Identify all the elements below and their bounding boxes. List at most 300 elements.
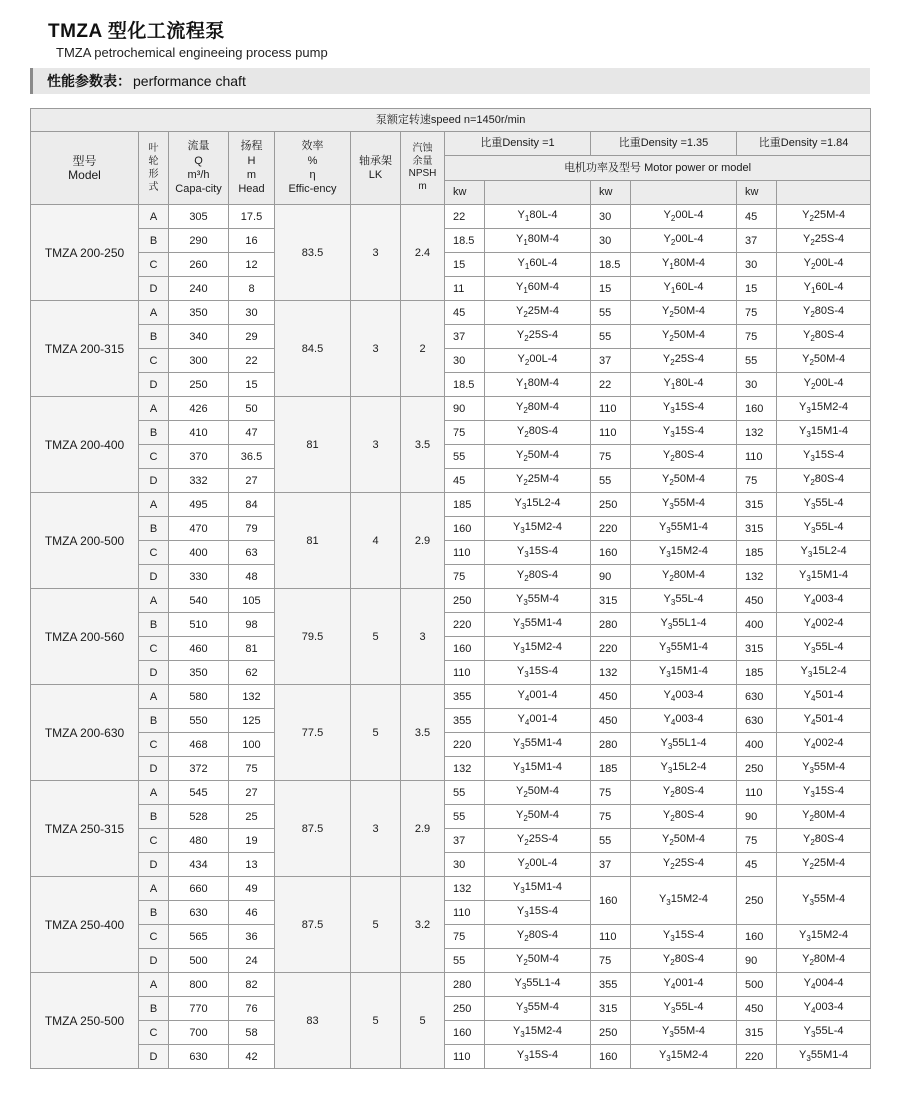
cell-head: 30 xyxy=(229,301,275,325)
cell-head: 82 xyxy=(229,973,275,997)
table-row xyxy=(31,637,871,661)
cell-flow: 330 xyxy=(169,565,229,589)
cell-kw-d1: 55 xyxy=(445,445,485,469)
cell-kw-d1: 37 xyxy=(445,829,485,853)
cell-motor-d1: $Y_160L-4$ xyxy=(485,253,591,277)
cell-head: 98 xyxy=(229,613,275,637)
cell-kw-d135: 315 xyxy=(591,997,631,1021)
cell-motor-d135: $Y_280S-4$ xyxy=(631,949,737,973)
cell-motor-d184: $Y_4003-4$ xyxy=(777,589,871,613)
cell-motor-d1: $Y_160M-4$ xyxy=(485,277,591,301)
cell-kw-d1: 45 xyxy=(445,301,485,325)
cell-flow: 565 xyxy=(169,925,229,949)
cell-kw-d184: 110 xyxy=(737,781,777,805)
header-speed: 泵额定转速speed n=1450r/min xyxy=(31,109,871,132)
cell-kw-d135: 450 xyxy=(591,709,631,733)
table-row xyxy=(31,253,871,277)
page-title: TMZA 型化工流程泵 xyxy=(48,21,225,42)
cell-kw-d184: 132 xyxy=(737,421,777,445)
cell-motor-d1: $Y_250M-4$ xyxy=(485,445,591,469)
table-row xyxy=(31,277,871,301)
cell-flow: 495 xyxy=(169,493,229,517)
cell-kw-d184: 185 xyxy=(737,661,777,685)
cell-head: 75 xyxy=(229,757,275,781)
cell-kw-d1: 55 xyxy=(445,805,485,829)
cell-motor-d184: $Y_4003-4$ xyxy=(777,997,871,1021)
cell-efficiency: 87.5 xyxy=(275,781,351,877)
cell-motor-d1: $Y_180L-4$ xyxy=(485,205,591,229)
cell-kw-d1: 18.5 xyxy=(445,373,485,397)
table-row xyxy=(31,445,871,469)
cell-kw-d1: 160 xyxy=(445,517,485,541)
cell-motor-d1: $Y_355M-4$ xyxy=(485,997,591,1021)
cell-flow: 434 xyxy=(169,853,229,877)
cell-head: 63 xyxy=(229,541,275,565)
cell-motor-d135: $Y_200L-4$ xyxy=(631,229,737,253)
cell-kw-d135: 355 xyxy=(591,973,631,997)
cell-motor-d1: $Y_225S-4$ xyxy=(485,325,591,349)
header-model-en: Model xyxy=(68,168,101,182)
cell-impeller-letter: B xyxy=(139,901,169,925)
cell-impeller-letter: D xyxy=(139,757,169,781)
cell-kw-d135: 220 xyxy=(591,637,631,661)
cell-kw-d184: 30 xyxy=(737,373,777,397)
table-row xyxy=(31,805,871,829)
cell-impeller-letter: A xyxy=(139,973,169,997)
table-row xyxy=(31,973,871,997)
cell-motor-d1: $Y_355L1-4$ xyxy=(485,973,591,997)
header-kw-1: kw xyxy=(445,181,485,205)
cell-npsh: 2 xyxy=(401,301,445,397)
cell-impeller-letter: B xyxy=(139,517,169,541)
cell-bearing: 5 xyxy=(351,973,401,1069)
cell-bearing: 5 xyxy=(351,877,401,973)
cell-motor-d184: $Y_4002-4$ xyxy=(777,733,871,757)
cell-kw-d184: 110 xyxy=(737,445,777,469)
cell-motor-d184: $Y_4501-4$ xyxy=(777,709,871,733)
cell-kw-d135: 220 xyxy=(591,517,631,541)
cell-motor-d135: $Y_315S-4$ xyxy=(631,397,737,421)
cell-impeller-letter: A xyxy=(139,877,169,901)
table-row xyxy=(31,541,871,565)
cell-motor-d1: $Y_225M-4$ xyxy=(485,469,591,493)
cell-head: 25 xyxy=(229,805,275,829)
cell-flow: 468 xyxy=(169,733,229,757)
cell-impeller-letter: D xyxy=(139,853,169,877)
table-row xyxy=(31,757,871,781)
cell-model: TMZA 200-500 xyxy=(31,493,139,589)
cell-bearing: 3 xyxy=(351,205,401,301)
table-row xyxy=(31,205,871,229)
cell-head: 79 xyxy=(229,517,275,541)
cell-motor-d184: $Y_355L-4$ xyxy=(777,493,871,517)
cell-motor-d135: $Y_355M-4$ xyxy=(631,1021,737,1045)
cell-motor-d135: $Y_250M-4$ xyxy=(631,325,737,349)
cell-motor-d1: $Y_280S-4$ xyxy=(485,565,591,589)
cell-motor-d184: $Y_4002-4$ xyxy=(777,613,871,637)
cell-kw-d135: 75 xyxy=(591,781,631,805)
cell-head: 19 xyxy=(229,829,275,853)
cell-kw-d1: 160 xyxy=(445,1021,485,1045)
cell-flow: 510 xyxy=(169,613,229,637)
cell-kw-d184: 75 xyxy=(737,325,777,349)
cell-motor-d1: $Y_250M-4$ xyxy=(485,805,591,829)
cell-bearing: 4 xyxy=(351,493,401,589)
cell-kw-d184: 75 xyxy=(737,829,777,853)
cell-impeller-letter: A xyxy=(139,397,169,421)
cell-kw-d184: 315 xyxy=(737,1021,777,1045)
cell-head: 27 xyxy=(229,469,275,493)
cell-kw-d184: 160 xyxy=(737,925,777,949)
cell-motor-d135: $Y_280S-4$ xyxy=(631,805,737,829)
cell-kw-d1: 220 xyxy=(445,733,485,757)
cell-kw-d184: 250 xyxy=(737,757,777,781)
cell-kw-d184: 630 xyxy=(737,709,777,733)
cell-model: TMZA 250-400 xyxy=(31,877,139,973)
cell-kw-d135: 55 xyxy=(591,469,631,493)
table-row xyxy=(31,613,871,637)
cell-head: 132 xyxy=(229,685,275,709)
cell-motor-d1: $Y_315M2-4$ xyxy=(485,517,591,541)
cell-kw-d135: 37 xyxy=(591,349,631,373)
cell-efficiency: 79.5 xyxy=(275,589,351,685)
cell-head: 125 xyxy=(229,709,275,733)
cell-flow: 580 xyxy=(169,685,229,709)
header-model xyxy=(31,132,139,205)
cell-bearing: 3 xyxy=(351,397,401,493)
cell-impeller-letter: C xyxy=(139,349,169,373)
cell-kw-d1: 355 xyxy=(445,685,485,709)
cell-kw-d135: 132 xyxy=(591,661,631,685)
cell-npsh: 5 xyxy=(401,973,445,1069)
cell-npsh: 3.5 xyxy=(401,397,445,493)
table-row xyxy=(31,709,871,733)
table-row xyxy=(31,997,871,1021)
cell-flow: 630 xyxy=(169,1045,229,1069)
cell-motor-d135: $Y_355L-4$ xyxy=(631,997,737,1021)
cell-efficiency: 87.5 xyxy=(275,877,351,973)
cell-flow: 290 xyxy=(169,229,229,253)
cell-npsh: 3.2 xyxy=(401,877,445,973)
cell-kw-d184: 500 xyxy=(737,973,777,997)
cell-motor-d184: $Y_160L-4$ xyxy=(777,277,871,301)
table-row xyxy=(31,661,871,685)
cell-kw-d135: 55 xyxy=(591,301,631,325)
cell-flow: 700 xyxy=(169,1021,229,1045)
cell-npsh: 2.9 xyxy=(401,493,445,589)
cell-impeller-letter: D xyxy=(139,661,169,685)
cell-motor-d184: $Y_315M2-4$ xyxy=(777,397,871,421)
cell-kw-d184: 315 xyxy=(737,637,777,661)
cell-head: 8 xyxy=(229,277,275,301)
cell-impeller-letter: C xyxy=(139,829,169,853)
table-row xyxy=(31,853,871,877)
cell-bearing: 3 xyxy=(351,301,401,397)
cell-bearing: 3 xyxy=(351,781,401,877)
cell-bearing: 5 xyxy=(351,685,401,781)
cell-impeller-letter: A xyxy=(139,685,169,709)
header-npsh: 汽蚀 余量 NPSH m xyxy=(401,132,445,205)
cell-motor-d135: $Y_250M-4$ xyxy=(631,469,737,493)
header-head: 扬程 H m Head xyxy=(229,132,275,205)
cell-motor-d1: $Y_355M-4$ xyxy=(485,589,591,613)
cell-kw-d135: 315 xyxy=(591,589,631,613)
cell-impeller-letter: B xyxy=(139,805,169,829)
cell-head: 22 xyxy=(229,349,275,373)
cell-motor-d135: $Y_315M2-4$ xyxy=(631,541,737,565)
cell-kw-d135: 280 xyxy=(591,613,631,637)
cell-kw-d184: 450 xyxy=(737,997,777,1021)
cell-motor-d184: $Y_315M1-4$ xyxy=(777,421,871,445)
cell-kw-d135: 450 xyxy=(591,685,631,709)
cell-head: 27 xyxy=(229,781,275,805)
cell-impeller-letter: C xyxy=(139,733,169,757)
cell-flow: 660 xyxy=(169,877,229,901)
cell-impeller-letter: B xyxy=(139,421,169,445)
cell-kw-d1: 110 xyxy=(445,541,485,565)
cell-kw-d135: 160 xyxy=(591,877,631,925)
cell-impeller-letter: D xyxy=(139,1045,169,1069)
cell-motor-d135: $Y_355L1-4$ xyxy=(631,733,737,757)
table-row xyxy=(31,517,871,541)
header-kw-3: kw xyxy=(737,181,777,205)
cell-motor-d1: $Y_225M-4$ xyxy=(485,301,591,325)
table-header xyxy=(31,109,871,205)
cell-kw-d135: 250 xyxy=(591,493,631,517)
cell-motor-d184: $Y_315L2-4$ xyxy=(777,541,871,565)
cell-flow: 305 xyxy=(169,205,229,229)
cell-head: 42 xyxy=(229,1045,275,1069)
cell-flow: 400 xyxy=(169,541,229,565)
cell-flow: 426 xyxy=(169,397,229,421)
cell-head: 49 xyxy=(229,877,275,901)
cell-motor-d135: $Y_180L-4$ xyxy=(631,373,737,397)
cell-motor-d1: $Y_250M-4$ xyxy=(485,781,591,805)
cell-head: 12 xyxy=(229,253,275,277)
cell-npsh: 3 xyxy=(401,589,445,685)
cell-efficiency: 81 xyxy=(275,397,351,493)
table-row xyxy=(31,1045,871,1069)
header-flow: 流量 Q m³/h Capa-city xyxy=(169,132,229,205)
cell-head: 17.5 xyxy=(229,205,275,229)
table-row xyxy=(31,565,871,589)
cell-motor-d184: $Y_315S-4$ xyxy=(777,781,871,805)
cell-bearing: 5 xyxy=(351,589,401,685)
cell-kw-d135: 18.5 xyxy=(591,253,631,277)
cell-flow: 350 xyxy=(169,301,229,325)
cell-kw-d1: 110 xyxy=(445,1045,485,1069)
cell-flow: 528 xyxy=(169,805,229,829)
cell-kw-d184: 132 xyxy=(737,565,777,589)
cell-motor-d135: $Y_225S-4$ xyxy=(631,853,737,877)
cell-kw-d184: 45 xyxy=(737,853,777,877)
cell-motor-d1: $Y_4001-4$ xyxy=(485,685,591,709)
cell-head: 50 xyxy=(229,397,275,421)
cell-motor-d184: $Y_355M-4$ xyxy=(777,877,871,925)
table-row xyxy=(31,469,871,493)
cell-model: TMZA 200-400 xyxy=(31,397,139,493)
cell-kw-d135: 250 xyxy=(591,1021,631,1045)
cell-kw-d1: 355 xyxy=(445,709,485,733)
cell-motor-d184: $Y_250M-4$ xyxy=(777,349,871,373)
cell-motor-d184: $Y_280M-4$ xyxy=(777,805,871,829)
cell-head: 62 xyxy=(229,661,275,685)
cell-motor-d135: $Y_4003-4$ xyxy=(631,685,737,709)
cell-motor-d184: $Y_355L-4$ xyxy=(777,637,871,661)
cell-impeller-letter: C xyxy=(139,925,169,949)
cell-motor-d135: $Y_315M2-4$ xyxy=(631,1045,737,1069)
cell-kw-d135: 30 xyxy=(591,229,631,253)
cell-kw-d1: 30 xyxy=(445,853,485,877)
cell-head: 81 xyxy=(229,637,275,661)
cell-kw-d184: 90 xyxy=(737,949,777,973)
cell-kw-d135: 22 xyxy=(591,373,631,397)
cell-motor-d135: $Y_355L1-4$ xyxy=(631,613,737,637)
cell-motor-d135: $Y_4001-4$ xyxy=(631,973,737,997)
cell-kw-d184: 315 xyxy=(737,493,777,517)
cell-kw-d1: 110 xyxy=(445,661,485,685)
table-row xyxy=(31,949,871,973)
cell-kw-d135: 110 xyxy=(591,925,631,949)
table-row xyxy=(31,493,871,517)
cell-impeller-letter: D xyxy=(139,277,169,301)
cell-motor-d135: $Y_280S-4$ xyxy=(631,781,737,805)
cell-kw-d184: 250 xyxy=(737,877,777,925)
cell-flow: 550 xyxy=(169,709,229,733)
cell-impeller-letter: D xyxy=(139,949,169,973)
table-row xyxy=(31,349,871,373)
header-density-184: 比重Density =1.84 xyxy=(737,132,871,156)
cell-motor-d135: $Y_160L-4$ xyxy=(631,277,737,301)
cell-efficiency: 83 xyxy=(275,973,351,1069)
header-model-cn: 型号 xyxy=(72,153,97,168)
cell-npsh: 2.4 xyxy=(401,205,445,301)
cell-kw-d1: 250 xyxy=(445,997,485,1021)
cell-flow: 545 xyxy=(169,781,229,805)
cell-kw-d184: 15 xyxy=(737,277,777,301)
cell-impeller-letter: D xyxy=(139,565,169,589)
header-impeller: 叶 轮 形 式 xyxy=(139,132,169,205)
cell-kw-d1: 18.5 xyxy=(445,229,485,253)
cell-head: 24 xyxy=(229,949,275,973)
cell-motor-d1: $Y_280S-4$ xyxy=(485,925,591,949)
cell-kw-d184: 45 xyxy=(737,205,777,229)
cell-head: 105 xyxy=(229,589,275,613)
table-row xyxy=(31,397,871,421)
table-row xyxy=(31,301,871,325)
cell-impeller-letter: A xyxy=(139,589,169,613)
cell-motor-d1: $Y_250M-4$ xyxy=(485,949,591,973)
cell-kw-d135: 30 xyxy=(591,205,631,229)
table-row xyxy=(31,685,871,709)
cell-impeller-letter: B xyxy=(139,229,169,253)
table-row xyxy=(31,781,871,805)
cell-motor-d184: $Y_315M1-4$ xyxy=(777,565,871,589)
cell-kw-d184: 75 xyxy=(737,301,777,325)
cell-kw-d1: 37 xyxy=(445,325,485,349)
header-bearing: 轴承架 LK xyxy=(351,132,401,205)
cell-motor-d184: $Y_315S-4$ xyxy=(777,445,871,469)
cell-kw-d184: 630 xyxy=(737,685,777,709)
cell-flow: 470 xyxy=(169,517,229,541)
cell-flow: 460 xyxy=(169,637,229,661)
cell-efficiency: 83.5 xyxy=(275,205,351,301)
section-title-cn: 性能参数表： xyxy=(47,73,131,89)
cell-kw-d1: 11 xyxy=(445,277,485,301)
cell-kw-d1: 160 xyxy=(445,637,485,661)
cell-model: TMZA 250-315 xyxy=(31,781,139,877)
cell-model: TMZA 200-315 xyxy=(31,301,139,397)
cell-kw-d1: 132 xyxy=(445,757,485,781)
cell-motor-d184: $Y_355M-4$ xyxy=(777,757,871,781)
cell-npsh: 2.9 xyxy=(401,781,445,877)
cell-kw-d1: 22 xyxy=(445,205,485,229)
cell-head: 47 xyxy=(229,421,275,445)
table-row xyxy=(31,589,871,613)
cell-kw-d1: 75 xyxy=(445,925,485,949)
cell-model: TMZA 200-250 xyxy=(31,205,139,301)
cell-efficiency: 84.5 xyxy=(275,301,351,397)
cell-flow: 370 xyxy=(169,445,229,469)
cell-head: 15 xyxy=(229,373,275,397)
cell-flow: 350 xyxy=(169,661,229,685)
cell-flow: 372 xyxy=(169,757,229,781)
cell-motor-d1: $Y_280S-4$ xyxy=(485,421,591,445)
cell-kw-d184: 37 xyxy=(737,229,777,253)
cell-kw-d1: 45 xyxy=(445,469,485,493)
cell-head: 100 xyxy=(229,733,275,757)
cell-kw-d184: 400 xyxy=(737,733,777,757)
cell-motor-d184: $Y_225M-4$ xyxy=(777,853,871,877)
cell-impeller-letter: A xyxy=(139,301,169,325)
cell-motor-d1: $Y_315M2-4$ xyxy=(485,637,591,661)
cell-motor-d135: $Y_180M-4$ xyxy=(631,253,737,277)
cell-kw-d135: 160 xyxy=(591,541,631,565)
header-motor: 电机功率及型号 Motor power or model xyxy=(445,156,871,181)
table-row xyxy=(31,877,871,901)
cell-kw-d135: 280 xyxy=(591,733,631,757)
cell-model: TMZA 200-560 xyxy=(31,589,139,685)
cell-kw-d1: 30 xyxy=(445,349,485,373)
cell-motor-d1: $Y_180M-4$ xyxy=(485,373,591,397)
cell-motor-d1: $Y_225S-4$ xyxy=(485,829,591,853)
cell-kw-d1: 110 xyxy=(445,901,485,925)
cell-head: 29 xyxy=(229,325,275,349)
cell-motor-d135: $Y_250M-4$ xyxy=(631,301,737,325)
cell-flow: 540 xyxy=(169,589,229,613)
cell-model: TMZA 200-630 xyxy=(31,685,139,781)
cell-kw-d184: 400 xyxy=(737,613,777,637)
cell-head: 16 xyxy=(229,229,275,253)
cell-impeller-letter: C xyxy=(139,1021,169,1045)
cell-motor-d135: $Y_315L2-4$ xyxy=(631,757,737,781)
cell-motor-d184: $Y_315M2-4$ xyxy=(777,925,871,949)
cell-motor-d1: $Y_315M1-4$ xyxy=(485,757,591,781)
cell-motor-d184: $Y_225S-4$ xyxy=(777,229,871,253)
table-row xyxy=(31,421,871,445)
cell-kw-d135: 75 xyxy=(591,949,631,973)
cell-motor-d1: $Y_315S-4$ xyxy=(485,661,591,685)
cell-impeller-letter: A xyxy=(139,493,169,517)
cell-impeller-letter: C xyxy=(139,541,169,565)
cell-kw-d1: 15 xyxy=(445,253,485,277)
cell-motor-d135: $Y_200L-4$ xyxy=(631,205,737,229)
cell-kw-d1: 75 xyxy=(445,565,485,589)
cell-flow: 410 xyxy=(169,421,229,445)
cell-motor-d135: $Y_355M-4$ xyxy=(631,493,737,517)
cell-impeller-letter: D xyxy=(139,373,169,397)
table-row xyxy=(31,1021,871,1045)
